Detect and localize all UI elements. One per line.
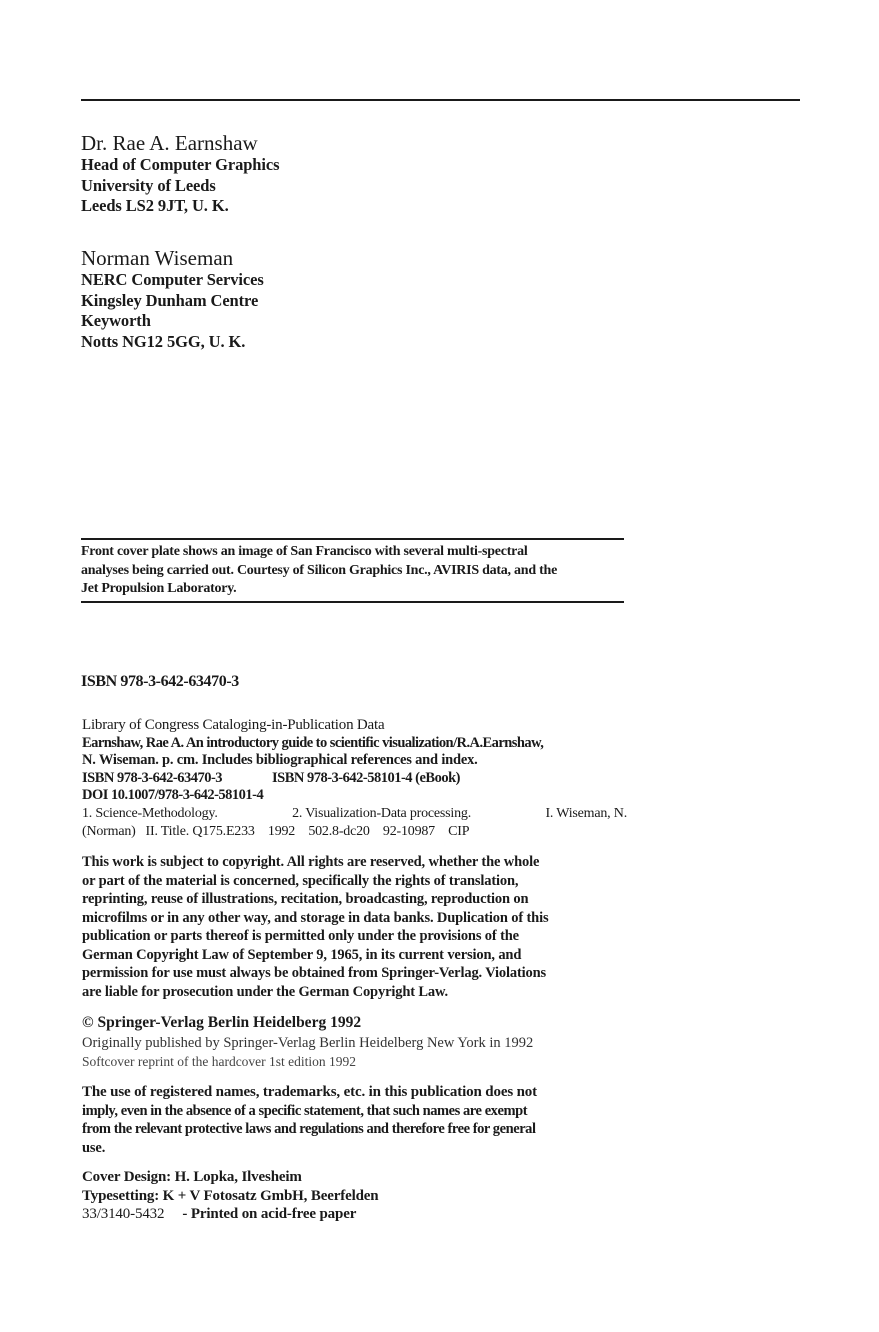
cip-data <box>82 717 627 840</box>
typesetting-credit: Typesetting: K + V Fotosatz GmbH, Beerfelden <box>82 1187 379 1204</box>
credits <box>82 1168 627 1224</box>
publication-history-line: Originally published by Springer-Verlag Berlin Heidelberg New York in 1992 <box>82 1035 534 1051</box>
cover-design-credit: Cover Design: H. Lopka, Ilvesheim <box>82 1169 302 1185</box>
copyright-block <box>82 1013 627 1070</box>
cip-isbn-line <box>82 770 627 788</box>
paragraph-line: are liable for prosecution under the German Copyright Law. <box>82 983 449 1000</box>
caption-line: Front cover plate shows an image of San Francisco with several multi-spectral <box>81 544 528 559</box>
author-address-line: Head of Computer Graphics <box>81 155 280 174</box>
copyright-notice <box>82 853 627 1001</box>
paragraph-line: permission for use must always be obtained from Springer-Verlag. Violations <box>82 965 547 981</box>
cip-title: Library of Congress Cataloging-in-Publication Data <box>82 717 385 733</box>
author-address-line: NERC Computer Services <box>81 270 264 289</box>
author-address-line: Keyworth <box>81 311 151 330</box>
author-name: Norman Wiseman <box>81 246 234 270</box>
author-address-line: Kingsley Dunham Centre <box>81 290 259 310</box>
top-rule <box>81 99 800 101</box>
paragraph-line: German Copyright Law of September 9, 1965, in its current version, and <box>82 946 522 963</box>
print-line <box>82 1205 627 1224</box>
author-address-line: University of Leeds <box>81 175 216 195</box>
author-block-earnshaw <box>81 131 279 217</box>
paragraph-line: publication or parts thereof is permitted only under the provisions of the <box>82 928 519 944</box>
author-name: Dr. Rae A. Earnshaw <box>81 131 258 155</box>
isbn-print: ISBN 978-3-642-63470-3 <box>82 769 223 786</box>
publication-history-line: Softcover reprint of the hardcover 1st edition 1992 <box>82 1053 357 1069</box>
trademark-notice <box>82 1083 627 1157</box>
paragraph-line: This work is subject to copyright. All rights are reserved, whether the whole <box>82 854 540 870</box>
cover-caption <box>81 538 624 603</box>
cip-class-item: 1992 <box>267 823 296 839</box>
cip-class-item: II. Title. Q175.E233 <box>145 823 255 839</box>
cip-subject: I. Wiseman, N. <box>545 805 627 821</box>
print-code: 33/3140-5432 <box>82 1206 165 1222</box>
copyright-holder: © Springer-Verlag Berlin Heidelberg 1992 <box>82 1014 362 1031</box>
paragraph-line: or part of the material is concerned, specifically the rights of translation, <box>82 872 519 889</box>
paragraph-line: The use of registered names, trademarks, etc. in this publication does not <box>82 1084 538 1100</box>
paper-note: - Printed on acid-free paper <box>182 1206 357 1222</box>
cip-class-item: 92-10987 <box>382 823 435 839</box>
cip-classification <box>82 823 627 841</box>
isbn-main: ISBN 978-3-642-63470-3 <box>81 673 239 690</box>
cip-subject: 2. Visualization-Data processing. <box>292 805 472 821</box>
caption-line: Jet Propulsion Laboratory. <box>81 581 237 596</box>
cip-line: N. Wiseman. p. cm. Includes bibliographical references and index. <box>82 752 478 769</box>
cip-class-item: CIP <box>448 823 470 839</box>
cip-class-item: (Norman) <box>82 823 136 839</box>
isbn-ebook: ISBN 978-3-642-58101-4 (eBook) <box>272 769 460 786</box>
paragraph-line: from the relevant protective laws and regulations and therefore free for general <box>82 1121 536 1137</box>
cip-subject: 1. Science-Methodology. <box>82 805 218 821</box>
doi: DOI 10.1007/978-3-642-58101-4 <box>82 787 264 804</box>
cip-class-item: 502.8-dc20 <box>308 823 370 839</box>
cip-subjects <box>82 805 627 823</box>
author-address-line: Notts NG12 5GG, U. K. <box>81 331 246 351</box>
cip-line: Earnshaw, Rae A. An introductory guide to scientific visualization/R.A.Earnshaw, <box>82 734 544 751</box>
author-block-wiseman <box>81 246 264 352</box>
paragraph-line: imply, even in the absence of a specific statement, that such names are exempt <box>82 1102 528 1119</box>
paragraph-line: use. <box>82 1139 106 1156</box>
caption-line: analyses being carried out. Courtesy of Silicon Graphics Inc., AVIRIS data, and the <box>81 562 558 578</box>
paragraph-line: reprinting, reuse of illustrations, recitation, broadcasting, reproduction on <box>82 891 529 907</box>
author-address-line: Leeds LS2 9JT, U. K. <box>81 196 229 215</box>
paragraph-line: microfilms or in any other way, and storage in data banks. Duplication of this <box>82 909 549 926</box>
